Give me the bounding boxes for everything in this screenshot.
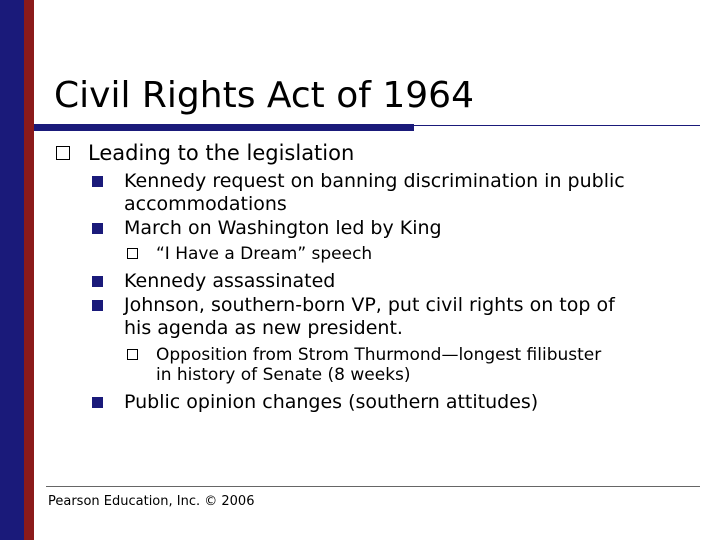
hollow-square-bullet-icon [127,248,138,259]
slide-title: Civil Rights Act of 1964 [54,75,474,116]
bullet-level2-text: March on Washington led by King [124,217,442,239]
bullet-level2-text-cont: his agenda as new president. [124,317,403,339]
hollow-square-bullet-icon [127,349,138,360]
solid-square-bullet-icon [92,300,103,311]
bullet-level3-text-cont: in history of Senate (8 weeks) [156,365,411,385]
bullet-level2-text: Kennedy assassinated [124,270,336,292]
bullet-level2-text: Public opinion changes (southern attitudes) [124,391,539,413]
bullet-level2-text: Johnson, southern-born VP, put civil rights on top of [124,294,615,316]
footer-divider [46,486,700,487]
solid-square-bullet-icon [92,223,103,234]
solid-square-bullet-icon [92,176,103,187]
bullet-level3-text: Opposition from Strom Thurmond—longest filibuster [156,345,602,365]
bullet-level2-text-cont: accommodations [124,193,287,215]
bullet-level1-text: Leading to the legislation [88,141,355,165]
footer-copyright: Pearson Education, Inc. © 2006 [48,494,255,509]
solid-square-bullet-icon [92,397,103,408]
hollow-square-bullet-icon [56,146,70,160]
bullet-level3-text: “I Have a Dream” speech [156,244,373,264]
bullet-level2-text: Kennedy request on banning discrimination in public [124,170,625,192]
solid-square-bullet-icon [92,276,103,287]
